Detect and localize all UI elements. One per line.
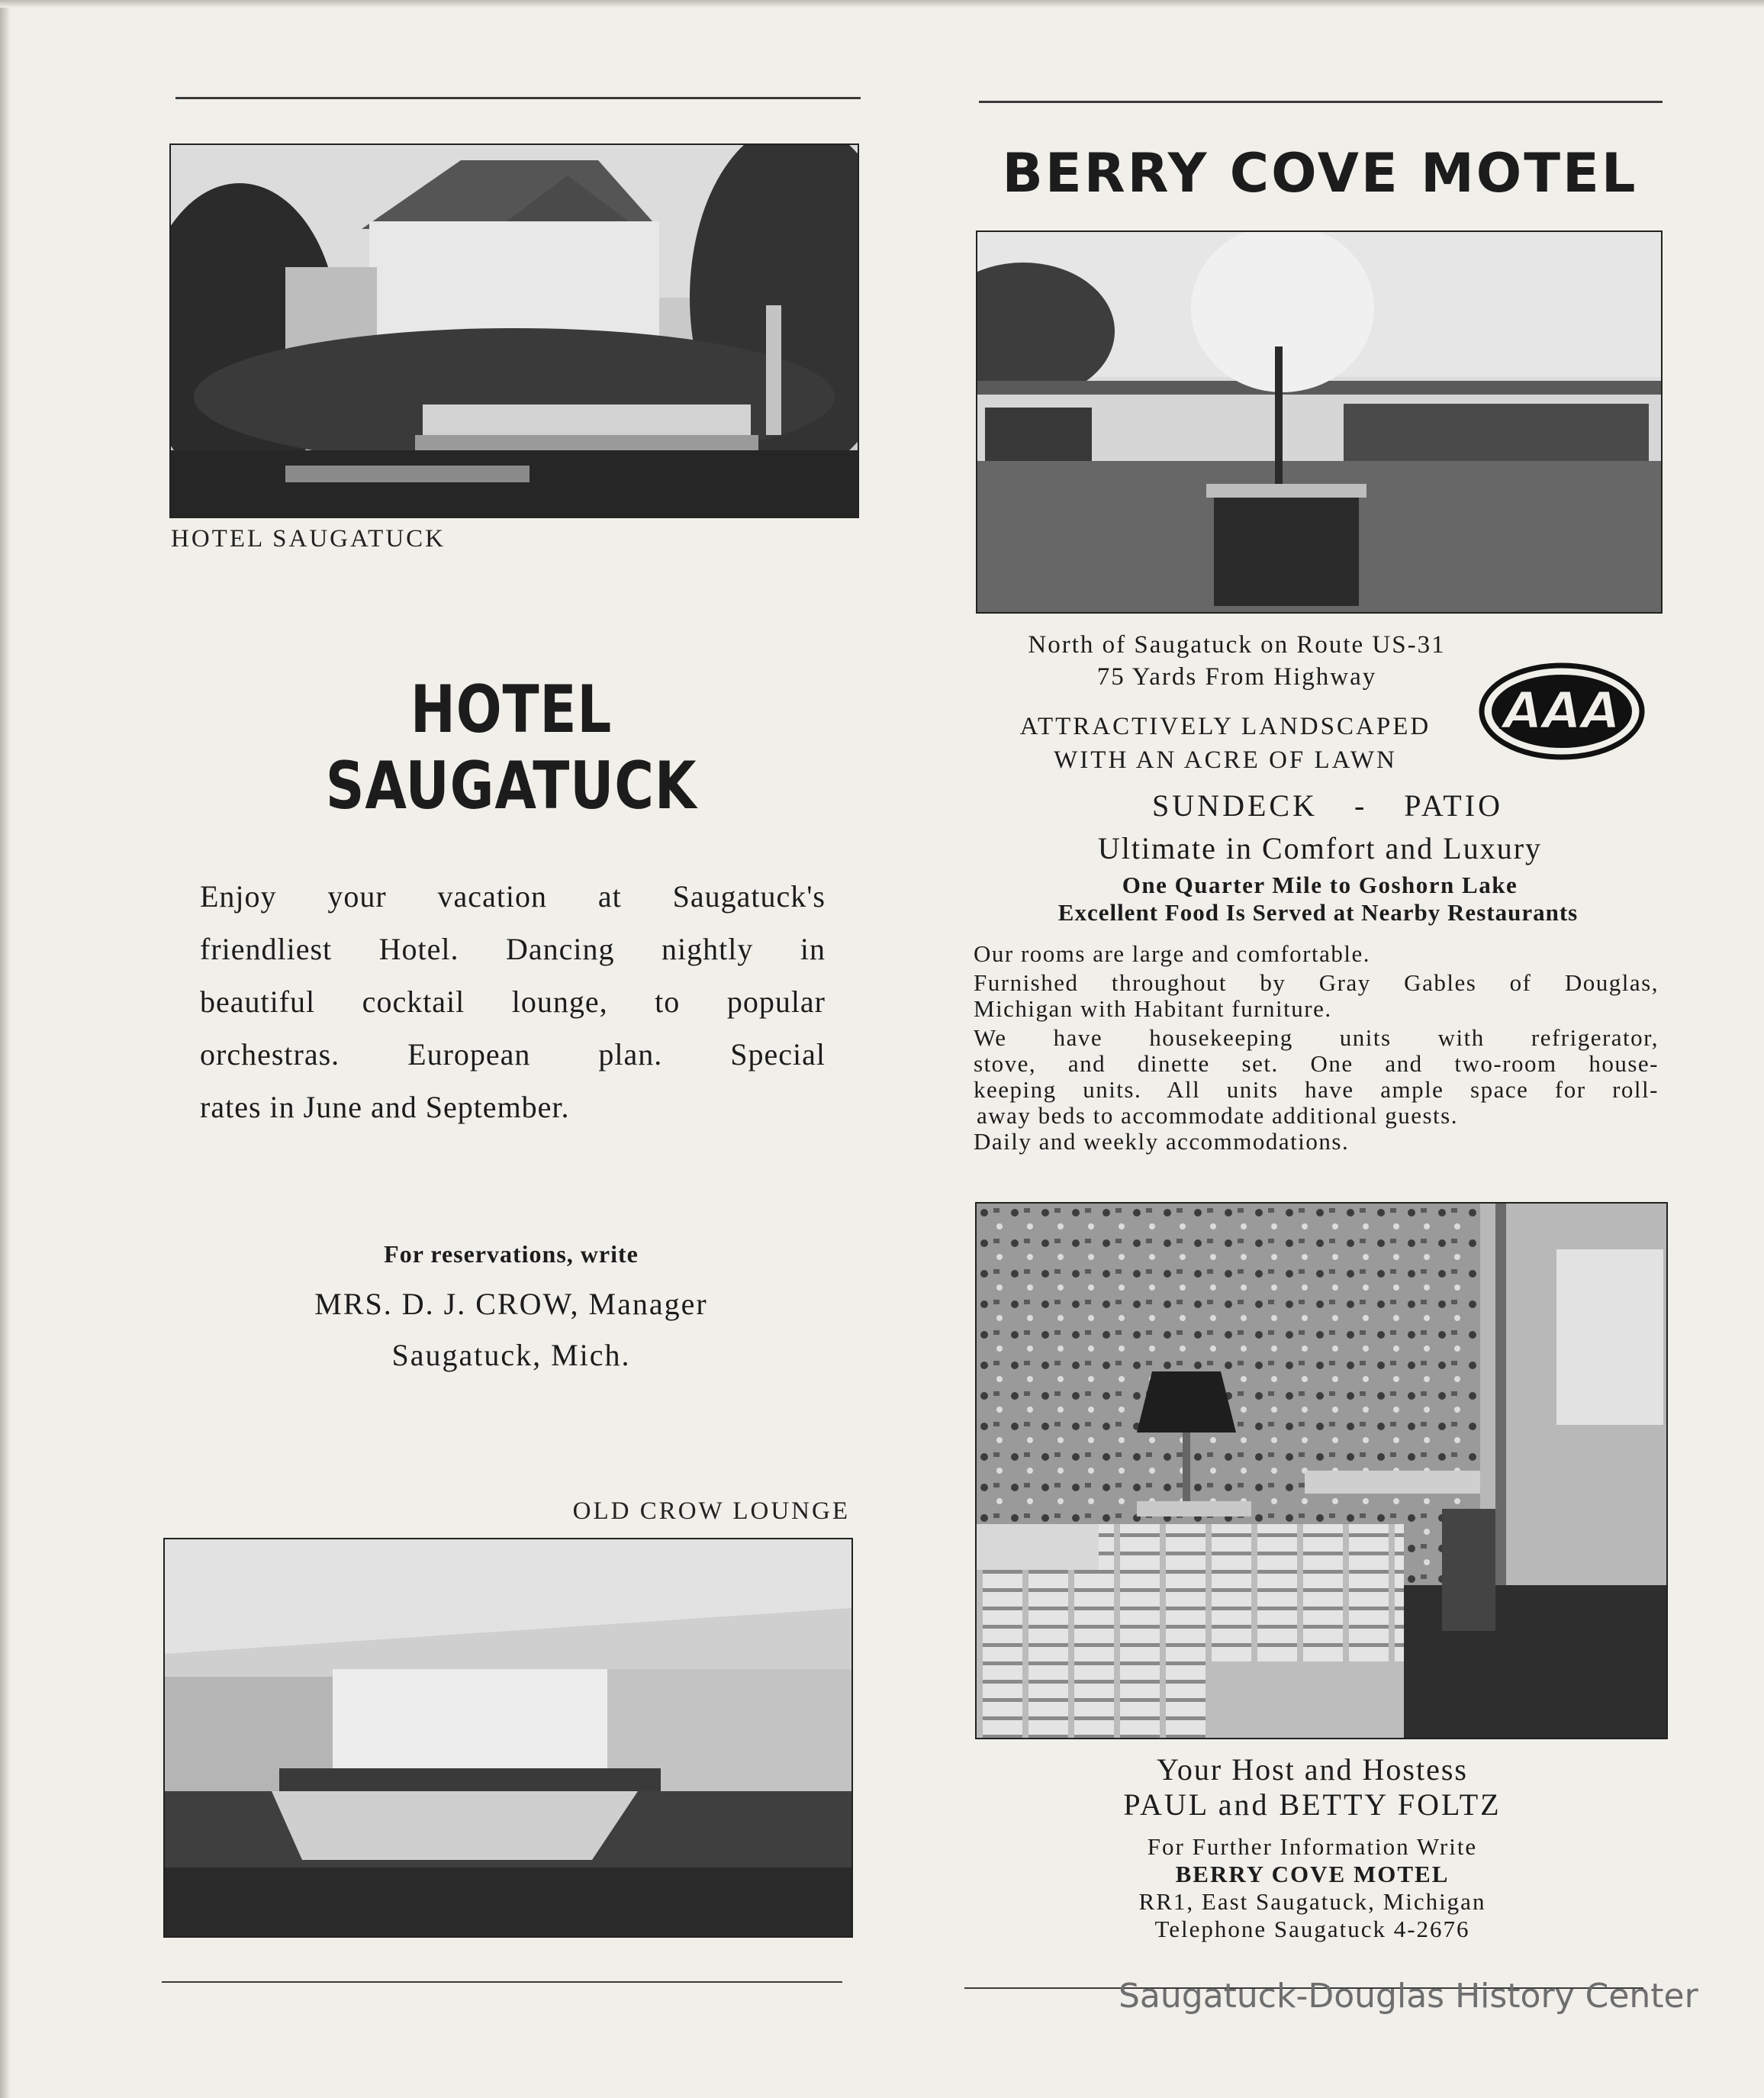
aaa-logo [1479, 662, 1645, 760]
hotel-description-line: friendliest Hotel. Dancing nightly in [200, 932, 826, 966]
landscaped-block [981, 710, 1469, 777]
motel-location [974, 629, 1500, 693]
bottom-rule-left [162, 1981, 842, 1983]
details-line: away beds to accommodate additional guests. [977, 1102, 1458, 1129]
location-line-1: North of Saugatuck on Route US-31 [1028, 631, 1446, 659]
details-line: Daily and weekly accommodations. [974, 1128, 1350, 1155]
berry-cove-motel-photo [976, 230, 1663, 614]
details-line: keeping units. All units have ample space for roll- [974, 1076, 1659, 1103]
motel-contact [992, 1752, 1633, 1943]
patio-label: PATIO [1404, 788, 1503, 823]
info-phone: Telephone Saugatuck 4-2676 [1154, 1916, 1470, 1942]
hotel-description-line: beautiful cocktail lounge, to popular [200, 985, 826, 1019]
landscaped-line-2: WITH AN ACRE OF LAWN [1054, 746, 1397, 774]
hotel-description-line: rates in June and September. [200, 1090, 570, 1124]
binding-edge [0, 0, 11, 2098]
watermark: Saugatuck-Douglas History Center [1119, 1977, 1698, 2016]
details-line: Our rooms are large and comfortable. [974, 940, 1370, 967]
top-edge [0, 0, 1764, 8]
hotel-description [200, 870, 826, 1133]
host-label: Your Host and Hostess [1157, 1752, 1468, 1787]
motel-title: BERRY COVE MOTEL [1002, 142, 1638, 205]
hotel-photo-caption: HOTEL SAUGATUCK [171, 525, 446, 553]
aaa-logo-text: AAA [1503, 682, 1621, 740]
sundeck-label: SUNDECK [1152, 788, 1318, 823]
details-line: We have housekeeping units with refrigerator, [974, 1024, 1659, 1051]
landscaped-line-1: ATTRACTIVELY LANDSCAPED [1019, 713, 1431, 740]
top-rule-right [979, 101, 1663, 103]
manager-name: MRS. D. J. CROW, Manager [314, 1287, 708, 1321]
top-rule-left [175, 97, 861, 99]
location-line-2: 75 Yards From Highway [1096, 663, 1377, 691]
hotel-saugatuck-photo [169, 143, 859, 518]
hotel-description-line: Enjoy your vacation at Saugatuck's [200, 879, 826, 914]
details-line: stove, and dinette set. One and two-room house- [974, 1050, 1659, 1077]
lake-line: One Quarter Mile to Goshorn Lake [1122, 872, 1518, 898]
hotel-description-line: orchestras. European plan. Special [200, 1037, 826, 1072]
sundeck-patio [1099, 788, 1556, 823]
food-line: Excellent Food Is Served at Nearby Restaurants [1057, 899, 1579, 926]
comfort-line: Ultimate in Comfort and Luxury [1097, 831, 1543, 865]
details-line: Michigan with Habitant furniture. [974, 995, 1332, 1022]
info-name: BERRY COVE MOTEL [1175, 1861, 1450, 1887]
info-address: RR1, East Saugatuck, Michigan [1138, 1888, 1486, 1915]
motel-room-photo [975, 1202, 1668, 1739]
hotel-title: HOTEL SAUGATUCK [325, 672, 697, 824]
dash-separator: - [1354, 788, 1368, 823]
motel-details [974, 941, 1659, 1155]
lounge-caption: OLD CROW LOUNGE [572, 1497, 850, 1525]
host-names: PAUL and BETTY FOLTZ [1123, 1787, 1502, 1822]
info-label: For Further Information Write [1147, 1833, 1478, 1860]
reservations-label: For reservations, write [384, 1240, 639, 1268]
details-line: Furnished throughout by Gray Gables of Douglas, [974, 969, 1659, 996]
old-crow-lounge-photo [163, 1538, 853, 1938]
manager-city: Saugatuck, Mich. [391, 1338, 631, 1372]
